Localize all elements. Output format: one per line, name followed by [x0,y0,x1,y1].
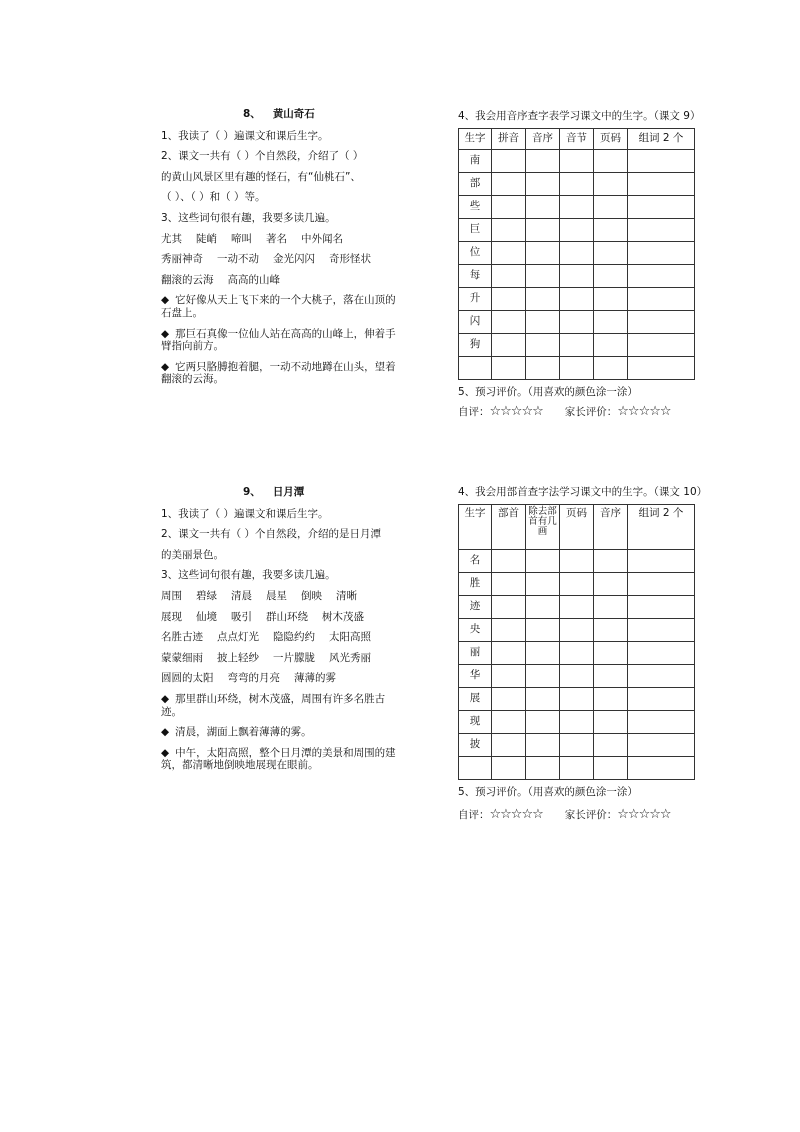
lesson8-sentence [161,328,401,353]
input-cell[interactable] [526,149,560,172]
input-cell[interactable] [594,595,628,618]
lesson8-number: 8、 [243,108,261,120]
char-cell: 披 [459,733,492,756]
input-cell[interactable] [526,618,560,641]
word: 弯弯的月亮 [227,672,280,685]
parent-eval-stars[interactable]: ☆☆☆☆☆ [617,807,671,823]
header-cell: 音序 [526,128,560,149]
word: 周围 [161,589,182,602]
self-eval-stars[interactable]: ☆☆☆☆☆ [489,404,543,420]
table2 [458,504,695,780]
header-cell: 音节 [560,128,594,149]
input-cell[interactable] [492,287,526,310]
table-row [459,595,695,618]
input-cell[interactable] [492,310,526,333]
input-cell[interactable] [526,218,560,241]
word: 风光秀丽 [329,651,371,664]
table-row [459,333,695,356]
input-cell[interactable] [492,756,526,779]
lesson9-word-row [161,672,401,685]
input-cell[interactable] [560,264,594,287]
input-cell[interactable] [628,356,695,379]
input-cell[interactable] [526,195,560,218]
table-row [459,149,695,172]
input-cell[interactable] [594,356,628,379]
input-cell[interactable] [526,310,560,333]
char-cell: 升 [459,287,492,310]
input-cell[interactable] [594,195,628,218]
lesson10-char-table-section [458,486,708,823]
word: 薄薄的雾 [294,672,336,685]
input-cell[interactable] [594,664,628,687]
eval-row [458,807,708,823]
input-cell[interactable] [628,172,695,195]
sentence-text: 中午，太阳高照，整个日月潭的美景和周围的建筑，都清晰地倒映地展现在眼前。 [161,746,396,772]
char-cell: 迹 [459,595,492,618]
input-cell[interactable] [594,572,628,595]
lesson9-word-row [161,611,401,624]
char-cell: 华 [459,664,492,687]
input-cell[interactable] [492,687,526,710]
table-row [459,549,695,572]
table-row [459,618,695,641]
header-cell: 拼音 [492,128,526,149]
char-cell: 现 [459,710,492,733]
input-cell[interactable] [492,195,526,218]
input-cell[interactable] [560,195,594,218]
input-cell[interactable] [526,333,560,356]
input-cell[interactable] [526,756,560,779]
input-cell[interactable] [492,572,526,595]
header-cell: 音序 [594,504,628,549]
char-cell: 名 [459,549,492,572]
input-cell[interactable] [560,572,594,595]
input-cell[interactable] [492,618,526,641]
table-header-row [459,128,695,149]
lesson9-sentence [161,726,401,739]
lesson9-q2a: 2、课文一共有（ ）个自然段，介绍的是日月潭 [161,528,382,541]
input-cell[interactable] [560,310,594,333]
char-cell [459,356,492,379]
word: 清晰 [336,589,357,602]
input-cell[interactable] [628,264,695,287]
input-cell[interactable] [628,710,695,733]
word: 秀丽神奇 [161,253,203,266]
word: 晨星 [266,589,287,602]
input-cell[interactable] [594,333,628,356]
input-cell[interactable] [628,756,695,779]
lesson8-q2a: 2、课文一共有（ ）个自然段，介绍了（ ） [161,150,364,163]
word: 隐隐约约 [273,631,315,644]
char-cell: 部 [459,172,492,195]
eval-row [458,404,708,420]
lesson9-q2b: 的美丽景色。 [161,548,224,561]
lesson8-word-row [161,253,401,266]
word: 太阳高照 [329,631,371,644]
self-eval-label: 自评： [458,406,490,419]
table-row [459,664,695,687]
lesson9-title [161,486,401,499]
input-cell[interactable] [560,172,594,195]
char-cell: 巨 [459,218,492,241]
input-cell[interactable] [526,287,560,310]
input-cell[interactable] [560,549,594,572]
input-cell[interactable] [492,595,526,618]
lesson8-q3: 3、这些词句很有趣，我要多读几遍。 [161,211,336,224]
input-cell[interactable] [492,264,526,287]
input-cell[interactable] [594,218,628,241]
diamond-icon: ◆ [161,294,170,307]
input-cell[interactable] [560,287,594,310]
sentence-text: 它好像从天上飞下来的一个大桃子，落在山顶的石盘上。 [161,294,396,319]
input-cell[interactable] [628,641,695,664]
header-cell: 组词 2 个 [628,504,695,549]
lesson9-word-row [161,590,401,603]
char-cell: 南 [459,149,492,172]
input-cell[interactable] [594,149,628,172]
header-cell: 页码 [594,128,628,149]
lesson8-section [161,108,401,394]
word: 蒙蒙细雨 [161,651,203,664]
header-cell: 页码 [560,504,594,549]
input-cell[interactable] [526,549,560,572]
diamond-icon: ◆ [161,360,170,373]
input-cell[interactable] [560,333,594,356]
table-row [459,264,695,287]
word: 一片朦胧 [273,651,315,664]
table2-title: 4、我会用部首查字法学习课文中的生字。（课文 10） [458,486,708,498]
self-eval-label: 自评： [458,809,490,822]
word: 仙境 [196,610,217,623]
lesson8-name: 黄山奇石 [272,108,315,120]
word: 圆圆的太阳 [161,672,214,685]
table-row [459,756,695,779]
input-cell[interactable] [526,572,560,595]
input-cell[interactable] [594,549,628,572]
char-cell: 些 [459,195,492,218]
input-cell[interactable] [492,241,526,264]
header-cell: 生字 [459,128,492,149]
table-row [459,710,695,733]
input-cell[interactable] [594,710,628,733]
input-cell[interactable] [594,264,628,287]
input-cell[interactable] [594,172,628,195]
word: 清晨 [231,589,252,602]
input-cell[interactable] [628,195,695,218]
input-cell[interactable] [526,356,560,379]
lesson9-sentence [161,693,401,718]
lesson9-word-row [161,631,401,644]
word: 啼叫 [231,232,252,245]
char-cell: 狗 [459,333,492,356]
word: 高高的山峰 [227,273,280,286]
table-row [459,172,695,195]
lesson8-word-row [161,274,401,287]
lesson8-word-row [161,233,401,246]
input-cell[interactable] [628,595,695,618]
input-cell[interactable] [560,687,594,710]
table-row [459,195,695,218]
table-row [459,218,695,241]
table-row [459,241,695,264]
lesson8-q1: 1、我读了（ ）遍课文和课后生字。 [161,129,329,142]
input-cell[interactable] [492,356,526,379]
input-cell[interactable] [560,356,594,379]
input-cell[interactable] [560,618,594,641]
input-cell[interactable] [594,687,628,710]
lesson8-q2c: （ ）、（ ）和（ ）等。 [161,191,266,204]
input-cell[interactable] [560,595,594,618]
input-cell[interactable] [492,333,526,356]
lesson9-char-table-section [458,110,708,420]
input-cell[interactable] [492,549,526,572]
input-cell[interactable] [628,310,695,333]
lesson8-sentence [161,294,401,319]
word: 一动不动 [217,253,259,266]
lesson8-sentence [161,361,401,386]
table1 [458,128,695,380]
word: 披上轻纱 [217,651,259,664]
input-cell[interactable] [526,172,560,195]
word: 碧绿 [196,589,217,602]
sentence-text: 那巨石真像一位仙人站在高高的山峰上，伸着手臂指向前方。 [161,327,396,353]
parent-eval-label: 家长评价： [564,406,618,419]
input-cell[interactable] [526,733,560,756]
char-cell: 每 [459,264,492,287]
lesson9-section [161,486,401,780]
word: 名胜古迹 [161,631,203,644]
word: 尤其 [161,232,182,245]
input-cell[interactable] [560,149,594,172]
input-cell[interactable] [594,310,628,333]
input-cell[interactable] [594,641,628,664]
input-cell[interactable] [628,733,695,756]
input-cell[interactable] [560,756,594,779]
input-cell[interactable] [594,756,628,779]
input-cell[interactable] [628,287,695,310]
sentence-text: 它两只胳膊抱着腿，一动不动地蹲在山头，望着翻滚的云海。 [161,360,396,386]
input-cell[interactable] [560,241,594,264]
word: 奇形怪状 [329,253,371,266]
input-cell[interactable] [560,641,594,664]
input-cell[interactable] [492,664,526,687]
lesson9-number: 9、 [243,486,261,498]
table-row [459,310,695,333]
lesson9-name: 日月潭 [272,486,305,498]
header-cell: 生字 [459,504,492,549]
lesson9-q1: 1、我读了（ ）遍课文和课后生字。 [161,507,329,520]
input-cell[interactable] [628,687,695,710]
char-cell: 丽 [459,641,492,664]
table-row [459,687,695,710]
word: 吸引 [231,610,252,623]
table1-title: 4、我会用音序查字表学习课文中的生字。（课文 9） [458,110,701,122]
table-row [459,641,695,664]
input-cell[interactable] [628,333,695,356]
input-cell[interactable] [492,172,526,195]
input-cell[interactable] [560,664,594,687]
char-cell: 胜 [459,572,492,595]
input-cell[interactable] [628,149,695,172]
table-row [459,733,695,756]
input-cell[interactable] [628,549,695,572]
input-cell[interactable] [492,710,526,733]
input-cell[interactable] [560,710,594,733]
input-cell[interactable] [628,618,695,641]
input-cell[interactable] [594,287,628,310]
word: 金光闪闪 [273,253,315,266]
lesson9-sentence [161,747,401,772]
word: 树木茂盛 [322,610,364,623]
header-cell: 组词 2 个 [628,128,695,149]
self-eval-stars[interactable]: ☆☆☆☆☆ [489,807,543,823]
word: 展现 [161,610,182,623]
input-cell[interactable] [526,264,560,287]
input-cell[interactable] [492,218,526,241]
input-cell[interactable] [560,733,594,756]
word: 群山环绕 [266,610,308,623]
input-cell[interactable] [526,241,560,264]
diamond-icon: ◆ [161,726,170,739]
table-header-row [459,504,695,549]
input-cell[interactable] [594,618,628,641]
input-cell[interactable] [526,687,560,710]
input-cell[interactable] [628,218,695,241]
char-cell: 闪 [459,310,492,333]
header-cell: 部首 [492,504,526,549]
parent-eval-stars[interactable]: ☆☆☆☆☆ [617,404,671,420]
sentence-text: 清晨，湖面上飘着薄薄的雾。 [175,726,312,739]
lesson9-word-row [161,652,401,665]
input-cell[interactable] [526,595,560,618]
table-row [459,356,695,379]
word: 点点灯光 [217,631,259,644]
char-cell [459,756,492,779]
diamond-icon: ◆ [161,746,170,759]
header-cell: 除去部首有几画 [526,504,560,549]
char-cell: 位 [459,241,492,264]
input-cell[interactable] [628,572,695,595]
input-cell[interactable] [492,149,526,172]
input-cell[interactable] [560,218,594,241]
table-row [459,572,695,595]
diamond-icon: ◆ [161,692,170,705]
input-cell[interactable] [594,733,628,756]
eval-title: 5、预习评价。（用喜欢的颜色涂一涂） [458,785,638,798]
diamond-icon: ◆ [161,327,170,340]
input-cell[interactable] [594,241,628,264]
input-cell[interactable] [628,664,695,687]
word: 翻滚的云海 [161,273,214,286]
input-cell[interactable] [526,641,560,664]
lesson8-q2b: 的黄山风景区里有趣的怪石，有“仙桃石”、 [161,170,361,183]
sentence-text: 那里群山环绕，树木茂盛，周围有许多名胜古迹。 [161,692,386,718]
input-cell[interactable] [526,664,560,687]
word: 中外闻名 [301,232,343,245]
input-cell[interactable] [492,641,526,664]
word: 陡峭 [196,232,217,245]
word: 著名 [266,232,287,245]
lesson8-title [161,108,401,121]
parent-eval-label: 家长评价： [564,809,618,822]
word: 倒映 [301,589,322,602]
char-cell: 央 [459,618,492,641]
eval-title: 5、预习评价。（用喜欢的颜色涂一涂） [458,385,638,398]
input-cell[interactable] [492,733,526,756]
lesson9-q3: 3、这些词句很有趣，我要多读几遍。 [161,569,336,582]
char-cell: 展 [459,687,492,710]
table-row [459,287,695,310]
input-cell[interactable] [526,710,560,733]
input-cell[interactable] [628,241,695,264]
